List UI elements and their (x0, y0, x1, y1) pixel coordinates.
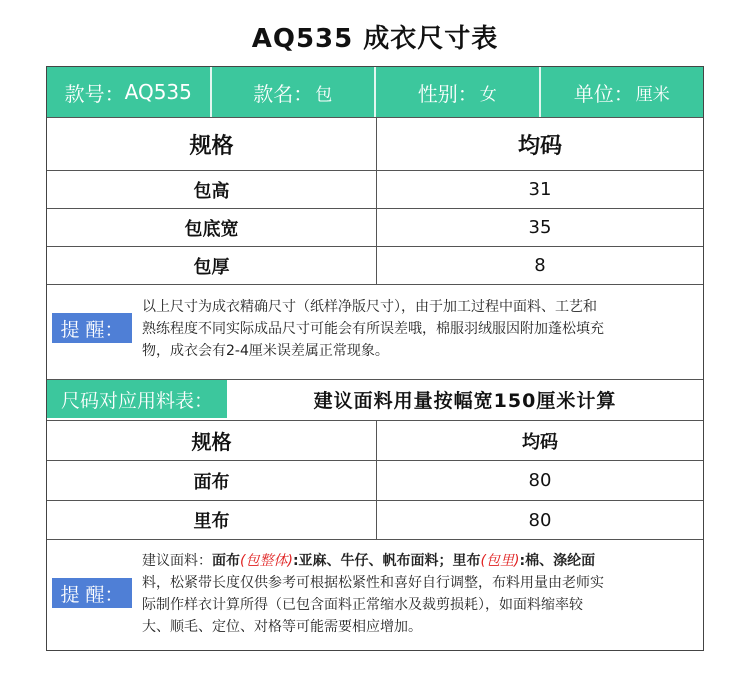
fabric-table-header-size: 均码 (522, 431, 558, 453)
reminder-text (142, 296, 698, 362)
reminder-badge: 提 醒： (52, 578, 132, 608)
reminder-line: 以上尺寸为成衣精确尺寸（纸样净版尺寸），由于加工过程中面料、工艺和 (142, 299, 597, 315)
divider (47, 284, 703, 285)
table-row-value: 80 (528, 509, 552, 531)
size-table-header-size: 均码 (517, 133, 562, 159)
gender-label: 性别： (417, 81, 478, 106)
page-title: AQ535 成衣尺寸表 (251, 24, 499, 54)
fabric-table-title: 尺码对应用料表： (47, 380, 227, 418)
unit-cell (539, 67, 704, 117)
product-name-label: 款名： (253, 81, 314, 106)
style-number-value: AQ535 (124, 80, 192, 104)
divider (47, 539, 703, 540)
reminder-highlight: (包里) (480, 553, 520, 569)
product-info-bar (47, 67, 703, 117)
table-row-label: 面布 (193, 471, 230, 493)
table-row-value: 35 (528, 217, 552, 238)
table-row-value: 31 (528, 179, 552, 200)
table-row-label: 包厚 (193, 256, 230, 278)
reminder-line: 物，成衣会有2-4厘米误差属正常现象。 (142, 343, 389, 359)
table-row-label: 包高 (193, 180, 230, 202)
reminder-segment: :亚麻、牛仔、帆布面料；里布 (292, 553, 481, 569)
style-number-label: 款号： (64, 81, 125, 106)
fabric-suggestion: 建议面料用量按幅宽150厘米计算 (313, 389, 617, 412)
reminder-line (142, 550, 698, 572)
reminder-line: 际制作样衣计算所得（已包含面料正常缩水及裁剪损耗），如面料缩率较 (142, 597, 583, 613)
table-row-value: 8 (534, 255, 546, 276)
reminder-highlight: (包整体) (240, 553, 293, 569)
gender-value: 女 (479, 84, 497, 105)
reminder-badge: 提 醒： (52, 313, 132, 343)
reminder-line: 大、顺毛、定位、对格等可能需要相应增加。 (142, 619, 422, 635)
product-name-cell (210, 67, 375, 117)
table-row-value: 80 (528, 470, 552, 491)
unit-label: 单位： (573, 81, 634, 106)
reminder-line: 熟练程度不同实际成品尺寸可能会有所误差哦，棉服羽绒服因附加蓬松填充 (142, 321, 604, 337)
reminder-segment: 建议面料： (142, 553, 212, 569)
size-table-header-spec: 规格 (189, 133, 234, 159)
product-name-value: 包 (315, 84, 333, 105)
reminder-line: 料，松紧带长度仅供参考可根据松紧性和喜好自行调整，布料用量由老师实 (142, 575, 604, 591)
table-row-label: 包底宽 (184, 218, 239, 240)
gender-cell (374, 67, 539, 117)
fabric-table-header-spec: 规格 (191, 430, 232, 454)
table-row-label: 里布 (193, 511, 230, 532)
unit-value: 厘米 (635, 84, 670, 105)
fabric-reminder-text (142, 550, 698, 638)
reminder-segment: 面布 (212, 553, 240, 569)
style-number-cell (47, 67, 210, 117)
reminder-segment: :棉、涤纶面 (519, 553, 596, 569)
